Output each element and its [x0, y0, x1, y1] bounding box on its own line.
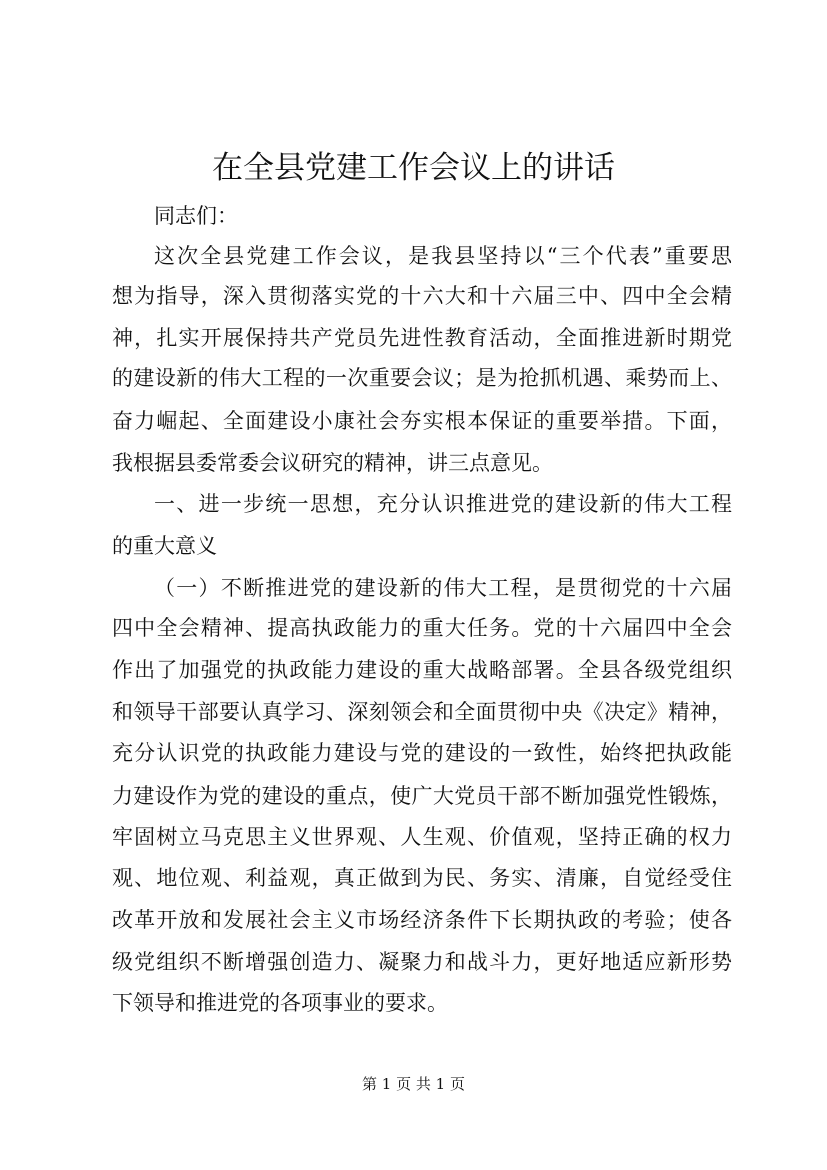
paragraph-line: 和领导干部要认真学习、深刻领会和全面贯彻中央《决定》精神， — [112, 700, 732, 724]
paragraph-line: 下领导和推进党的各项事业的要求。 — [112, 991, 448, 1015]
paragraph-line: 我根据县委常委会议研究的精神，讲三点意见。 — [112, 451, 553, 475]
paragraph-line: 力建设作为党的建设的重点，使广大党员干部不断加强党性锻炼， — [112, 784, 732, 808]
paragraph-line: 观、地位观、利益观，真正做到为民、务实、清廉，自觉经受住 — [112, 866, 732, 890]
paragraph-line: 神，扎实开展保持共产党员先进性教育活动，全面推进新时期党 — [112, 326, 732, 350]
section-heading-line: 的重大意义 — [112, 534, 217, 558]
paragraph-line: 作出了加强党的执政能力建设的重大战略部署。全县各级党组织 — [112, 658, 732, 682]
paragraph-line: 这次全县党建工作会议，是我县坚持以“三个代表”重要思 — [154, 244, 732, 268]
paragraph-line: 牢固树立马克思主义世界观、人生观、价值观，坚持正确的权力 — [112, 825, 732, 849]
paragraph-line: 想为指导，深入贯彻落实党的十六大和十六届三中、四中全会精 — [112, 284, 732, 308]
page-number: 第 1 页 共 1 页 — [362, 1075, 465, 1093]
salutation: 同志们： — [154, 204, 238, 228]
paragraph-line: （一）不断推进党的建设新的伟大工程，是贯彻党的十六届 — [154, 576, 732, 600]
paragraph-line: 级党组织不断增强创造力、凝聚力和战斗力，更好地适应新形势 — [112, 950, 732, 974]
paragraph-line: 的建设新的伟大工程的一次重要会议；是为抢抓机遇、乘势而上、 — [112, 366, 732, 390]
paragraph-line: 改革开放和发展社会主义市场经济条件下长期执政的考验；使各 — [112, 908, 732, 932]
paragraph-line: 奋力崛起、全面建设小康社会夯实根本保证的重要举措。下面， — [112, 409, 732, 433]
paragraph-line: 充分认识党的执政能力建设与党的建设的一致性，始终把执政能 — [112, 741, 732, 765]
paragraph-line: 四中全会精神、提高执政能力的重大任务。党的十六届四中全会 — [112, 616, 732, 640]
document-title: 在全县党建工作会议上的讲话 — [212, 150, 615, 186]
section-heading-line: 一、进一步统一思想，充分认识推进党的建设新的伟大工程 — [154, 492, 732, 516]
